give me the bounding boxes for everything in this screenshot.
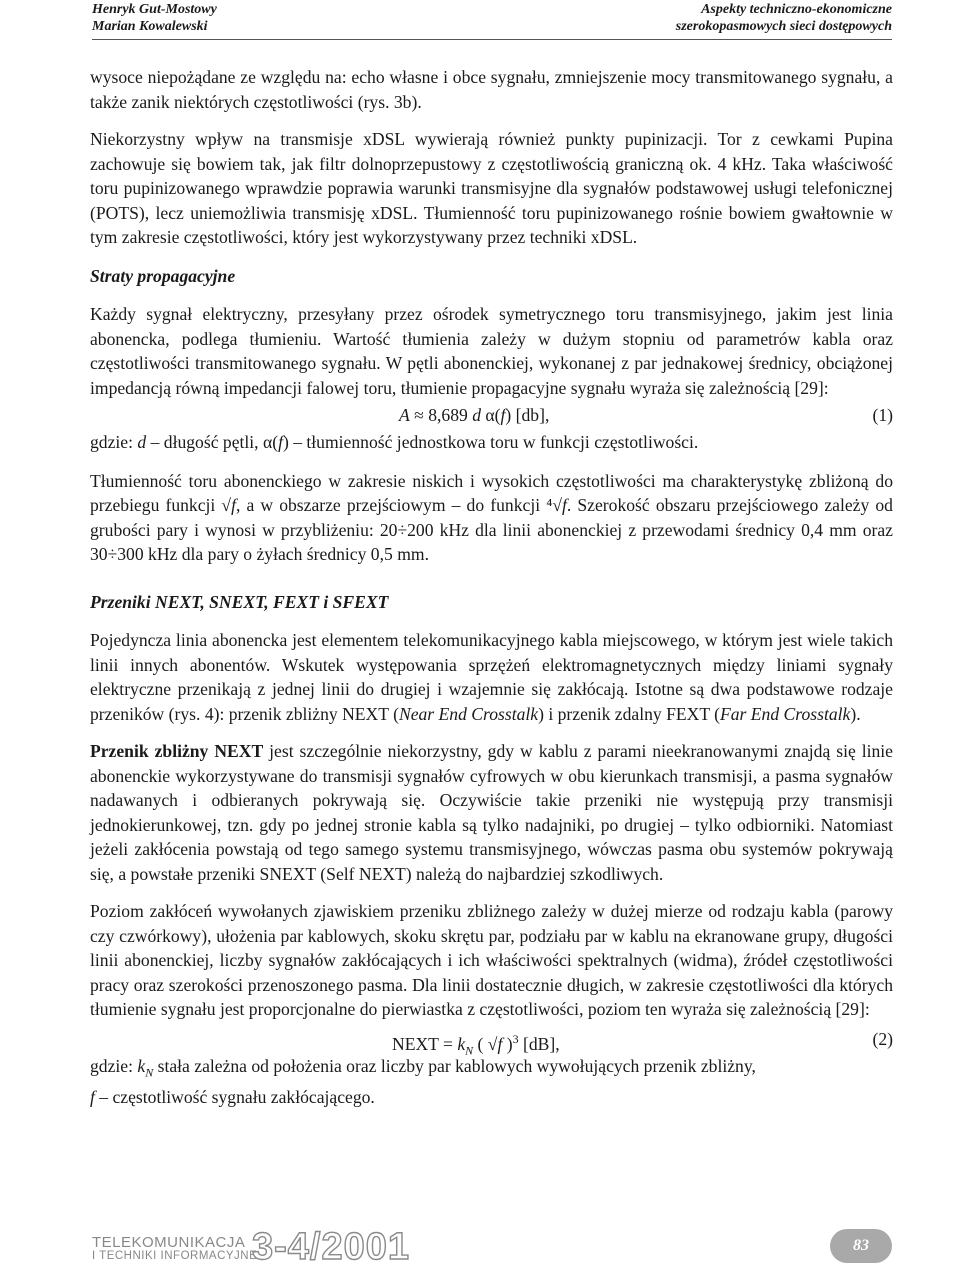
paragraph-2: Niekorzystny wpływ na transmisje xDSL wywierają również punkty pupinizacji. Tor z cewkami Pupina zachowuje się bowiem tak, jak filtr dolnoprzepustowy z częstotliwością graniczną ok. 4 kHz. Taka właściwość toru pupinizowanego wprawdzie poprawia warunki transmisyjne dla sygnałów podstawowej usługi telefonicznej (POTS), lecz uniemożliwia transmisję xDSL. Tłumienność toru pupinizowanego rośnie bowiem gwałtownie w tym zakresie częstotliwości, który jest wykorzystywany przez techniki xDSL.: [90, 129, 893, 247]
paragraph-6: Pojedyncza linia abonencka jest elementem telekomunikacyjnego kabla miejscowego, w którym jest wiele takich linii innych abonentów. Wskutek występowania sprzężeń elektromagnetycznych między liniami sygnały elektryczne przenikają z jednej linii do drugiej i wzajemnie się zakłócają. Istotne są dwa podstawowe rodzaje przeników (rys. 4): przenik zbliżny NEXT (Near End Crosstalk) i przenik zdalny FEXT (Far End Crosstalk).: [90, 630, 893, 724]
paragraph-9: gdzie: $k_N$ stała zależna od położenia oraz liczby par kablowych wywołujących przenik zbliżny, f – częstotliwość sygnału zakłócającego.: [90, 1055, 756, 1107]
sqrt-symbol: √: [221, 495, 232, 515]
paragraph-7: Przenik zbliżny NEXT jest szczególnie niekorzystny, gdy w kablu z parami nieekranowanymi znajdą się linie abonenckie wykorzystywane do transmisji sygnałów cyfrowych w obu kierunkach transmisji, a pasma sygnałów nadawanych i odbieranych pokrywają się. Oczywiście takie przeniki nie występują przy transmisji jednokierunkowej, tzn. gdy po jednej stronie kabla są tylko nadajniki, po drugiej – tylko odbiorniki. Natomiast jeżeli zakłócenia powstają od tego samego systemu transmisyjnego, wówczas pasma obu systemów pokrywają się, a powstałe przeniki SNEXT (Self NEXT) należą do najbardziej szkodliwych.: [90, 741, 893, 884]
author-1: Henryk Gut-Mostowy: [92, 2, 217, 17]
equation-2: [90, 1024, 893, 1057]
journal-name: TELEKOMUNIKACJA: [92, 1234, 246, 1251]
fourth-root-symbol: ⁴√: [546, 495, 562, 515]
header-rule: [92, 39, 892, 40]
page-header: [92, 0, 892, 38]
header-title-line-2: szerokopasmowych sieci dostępowych: [675, 19, 892, 34]
author-2: Marian Kowalewski: [92, 19, 208, 34]
header-title-line-1: Aspekty techniczno-ekonomiczne: [701, 2, 892, 17]
header-authors: [92, 1, 217, 35]
paragraph-1: wysoce niepożądane ze względu na: echo własne i obce sygnału, zmniejszenie mocy transmitowanego sygnału, a także zanik niektórych częstotliwości (rys. 3b).: [90, 67, 893, 112]
section-heading-propagation: Straty propagacyjne: [90, 265, 236, 286]
equation-1: [90, 400, 893, 430]
equation-1-number: (1): [872, 405, 893, 425]
paragraph-8: Poziom zakłóceń wywołanych zjawiskiem przeniku zbliżnego zależy w dużej mierze od rodzaju kabla (parowy czy czwórkowy), ułożenia par kablowych, skoku skrętu par, podziału par w kablu na ekranowane grupy, długości linii abonenckiej, liczby sygnałów zakłócających i ich właściwości spektralnych (widma), źródeł częstotliwości pracy oraz szerokości przenoszonego pasma. Dla linii dostatecznie długich, w zakresie częstotliwości dla których tłumienie sygnału jest proporcjonalne do pierwiastka z częstotliwości, poziom ten wyraża się zależnością [29]:: [90, 901, 893, 1019]
paragraph-3: Każdy sygnał elektryczny, przesyłany przez ośrodek symetrycznego toru transmisyjnego, jakim jest linia abonencka, podlega tłumieniu. Wartość tłumienia zależy w dużym stopniu od parametrów kabla oraz częstotliwości transmitowanego sygnału. W pętli abonenckiej, wykonanej z par jednakowej średnicy, obciążonej impedancją równą impedancji falowej toru, tłumienie propagacyjne sygnału wyraża się zależnością [29]:: [90, 304, 893, 398]
header-title: [676, 1, 892, 35]
page-footer: [92, 1225, 892, 1268]
equation-2-formula: NEXT = $k_N$ ( √f )$^3$ [dB],: [392, 1031, 560, 1057]
page-number-badge: 83: [830, 1229, 892, 1263]
article-body: [90, 65, 893, 1109]
section-heading-crosstalk: Przeniki NEXT, SNEXT, FEXT i SFEXT: [90, 591, 389, 612]
journal-subtitle: I TECHNIKI INFORMACYJNE: [92, 1250, 258, 1262]
paragraph-4: gdzie: d – długość pętli, α(f) – tłumienność jednostkowa toru w funkcji częstotliwości.: [90, 432, 699, 452]
equation-2-number: (2): [872, 1028, 893, 1049]
paragraph-5: Tłumienność toru abonenckiego w zakresie niskich i wysokich częstotliwości ma charakterystykę zbliżoną do przebiegu funkcji √f, a w obszarze przejściowym – do funkcji ⁴√f. Szerokość obszaru przejściowego zależy od grubości pary i wynosi w przybliżeniu: 20÷200 kHz dla linii abonenckiej z przewodami średnicy 0,4 mm oraz 30÷300 kHz dla pary o żyłach średnicy 0,5 mm.: [90, 470, 893, 564]
equation-1-formula: A ≈ 8,689 d α(f) [db],: [399, 405, 550, 425]
issue-number: 3-4/2001: [252, 1226, 411, 1268]
